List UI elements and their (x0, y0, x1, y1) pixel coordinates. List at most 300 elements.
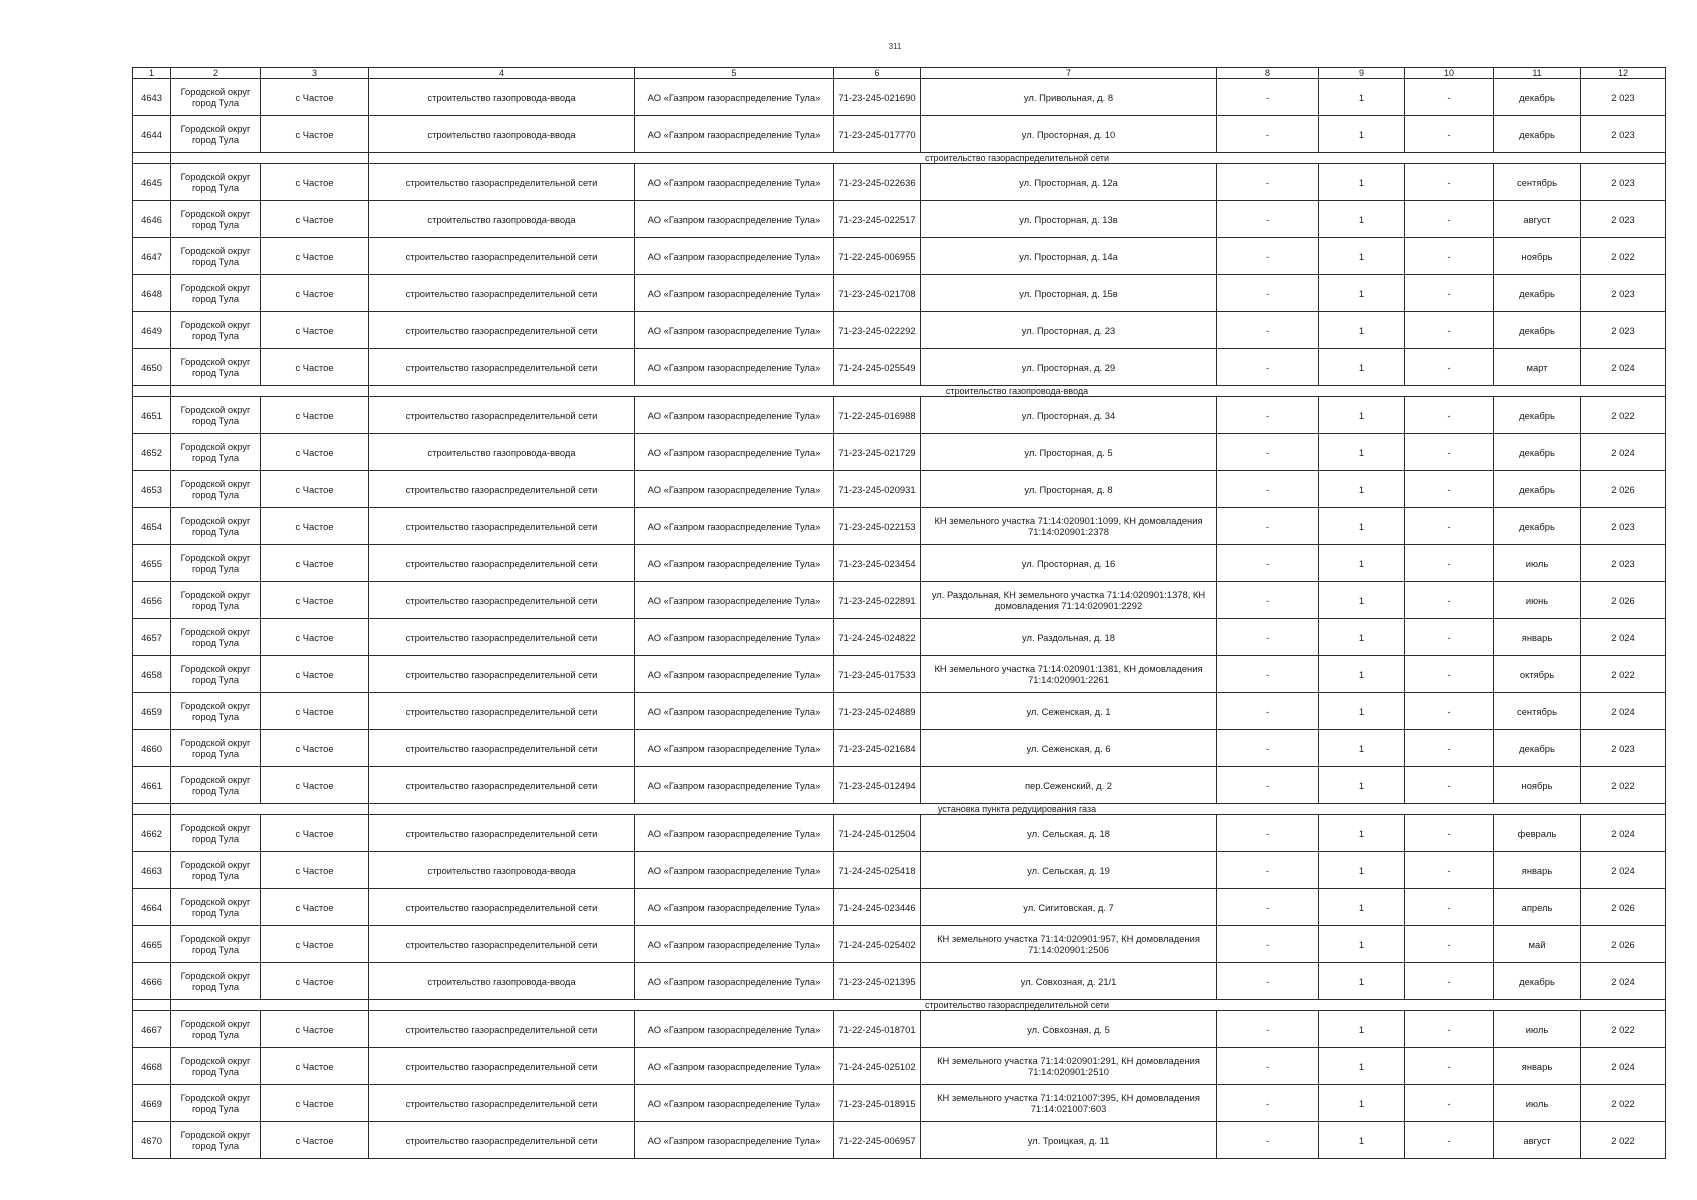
table-row (133, 1011, 1666, 1048)
column-8-cell: - (1217, 79, 1319, 116)
application-code-cell: 71-23-245-022636 (834, 164, 921, 201)
column-9-cell: 1 (1319, 767, 1405, 804)
month-cell: январь (1494, 852, 1581, 889)
year-cell: 2 023 (1581, 508, 1666, 545)
address-cell: ул. Просторная, д. 10 (921, 116, 1217, 153)
settlement-cell: с Частое (261, 926, 369, 963)
district-cell: Городской округ город Тула (171, 889, 261, 926)
work-type-cell: строительство газораспределительной сети (369, 349, 635, 386)
column-8-cell: - (1217, 656, 1319, 693)
section-row (133, 804, 1666, 815)
table-row (133, 852, 1666, 889)
row-number: 4645 (133, 164, 171, 201)
row-number: 4655 (133, 545, 171, 582)
work-type-cell: строительство газораспределительной сети (369, 1122, 635, 1159)
column-8-cell: - (1217, 545, 1319, 582)
column-header-12: 12 (1581, 68, 1666, 79)
column-10-cell: - (1405, 1048, 1494, 1085)
application-code-cell: 71-23-245-021729 (834, 434, 921, 471)
address-cell: КН земельного участка 71:14:020901:957, КН домовладения 71:14:020901:2506 (921, 926, 1217, 963)
row-number: 4659 (133, 693, 171, 730)
column-8-cell: - (1217, 397, 1319, 434)
table-row (133, 545, 1666, 582)
settlement-cell: с Частое (261, 349, 369, 386)
settlement-cell: с Частое (261, 852, 369, 889)
organization-cell: АО «Газпром газораспределение Тула» (635, 434, 834, 471)
column-10-cell: - (1405, 238, 1494, 275)
district-cell: Городской округ город Тула (171, 275, 261, 312)
year-cell: 2 026 (1581, 926, 1666, 963)
organization-cell: АО «Газпром газораспределение Тула» (635, 852, 834, 889)
organization-cell: АО «Газпром газораспределение Тула» (635, 926, 834, 963)
table-row (133, 79, 1666, 116)
application-code-cell: 71-23-245-022153 (834, 508, 921, 545)
application-code-cell: 71-23-245-021684 (834, 730, 921, 767)
table-row (133, 582, 1666, 619)
work-type-cell: строительство газораспределительной сети (369, 815, 635, 852)
column-9-cell: 1 (1319, 471, 1405, 508)
row-number: 4665 (133, 926, 171, 963)
column-10-cell: - (1405, 656, 1494, 693)
address-cell: ул. Просторная, д. 13в (921, 201, 1217, 238)
year-cell: 2 024 (1581, 963, 1666, 1000)
organization-cell: АО «Газпром газораспределение Тула» (635, 508, 834, 545)
year-cell: 2 024 (1581, 434, 1666, 471)
table-row (133, 1122, 1666, 1159)
column-10-cell: - (1405, 963, 1494, 1000)
column-8-cell: - (1217, 508, 1319, 545)
district-cell: Городской округ город Тула (171, 582, 261, 619)
month-cell: июль (1494, 1011, 1581, 1048)
month-cell: декабрь (1494, 730, 1581, 767)
column-header-7: 7 (921, 68, 1217, 79)
application-code-cell: 71-23-245-020931 (834, 471, 921, 508)
month-cell: декабрь (1494, 116, 1581, 153)
month-cell: январь (1494, 619, 1581, 656)
month-cell: декабрь (1494, 275, 1581, 312)
table-row (133, 201, 1666, 238)
row-number: 4658 (133, 656, 171, 693)
table-row (133, 656, 1666, 693)
district-cell: Городской округ город Тула (171, 1085, 261, 1122)
work-type-cell: строительство газораспределительной сети (369, 238, 635, 275)
year-cell: 2 023 (1581, 164, 1666, 201)
district-cell: Городской округ город Тула (171, 963, 261, 1000)
district-cell: Городской округ город Тула (171, 1048, 261, 1085)
column-8-cell: - (1217, 349, 1319, 386)
year-cell: 2 023 (1581, 201, 1666, 238)
district-cell: Городской округ город Тула (171, 164, 261, 201)
column-9-cell: 1 (1319, 238, 1405, 275)
column-8-cell: - (1217, 1085, 1319, 1122)
settlement-cell: с Частое (261, 1048, 369, 1085)
organization-cell: АО «Газпром газораспределение Тула» (635, 1085, 834, 1122)
organization-cell: АО «Газпром газораспределение Тула» (635, 471, 834, 508)
table-row (133, 730, 1666, 767)
work-type-cell: строительство газораспределительной сети (369, 767, 635, 804)
settlement-cell: с Частое (261, 116, 369, 153)
year-cell: 2 022 (1581, 767, 1666, 804)
work-type-cell: строительство газораспределительной сети (369, 275, 635, 312)
row-number: 4643 (133, 79, 171, 116)
work-type-cell: строительство газораспределительной сети (369, 619, 635, 656)
column-9-cell: 1 (1319, 434, 1405, 471)
organization-cell: АО «Газпром газораспределение Тула» (635, 79, 834, 116)
row-number: 4653 (133, 471, 171, 508)
column-10-cell: - (1405, 619, 1494, 656)
column-9-cell: 1 (1319, 619, 1405, 656)
month-cell: июль (1494, 545, 1581, 582)
column-8-cell: - (1217, 963, 1319, 1000)
work-type-cell: строительство газораспределительной сети (369, 1011, 635, 1048)
application-code-cell: 71-24-245-025418 (834, 852, 921, 889)
table-row (133, 397, 1666, 434)
work-type-cell: строительство газораспределительной сети (369, 1048, 635, 1085)
table-row (133, 434, 1666, 471)
settlement-cell: с Частое (261, 582, 369, 619)
address-cell: ул. Сеженская, д. 6 (921, 730, 1217, 767)
table-row (133, 508, 1666, 545)
address-cell: КН земельного участка 71:14:021007:395, КН домовладения 71:14:021007:603 (921, 1085, 1217, 1122)
application-code-cell: 71-22-245-006957 (834, 1122, 921, 1159)
district-cell: Городской округ город Тула (171, 545, 261, 582)
row-number: 4657 (133, 619, 171, 656)
work-type-cell: строительство газораспределительной сети (369, 508, 635, 545)
month-cell: декабрь (1494, 508, 1581, 545)
work-type-cell: строительство газопровода-ввода (369, 201, 635, 238)
district-cell: Городской округ город Тула (171, 926, 261, 963)
district-cell: Городской округ город Тула (171, 1122, 261, 1159)
year-cell: 2 024 (1581, 815, 1666, 852)
district-cell: Городской округ город Тула (171, 471, 261, 508)
year-cell: 2 022 (1581, 397, 1666, 434)
application-code-cell: 71-23-245-021395 (834, 963, 921, 1000)
column-10-cell: - (1405, 79, 1494, 116)
district-cell: Городской округ город Тула (171, 693, 261, 730)
column-9-cell: 1 (1319, 397, 1405, 434)
row-number: 4651 (133, 397, 171, 434)
column-8-cell: - (1217, 471, 1319, 508)
table-row (133, 619, 1666, 656)
organization-cell: АО «Газпром газораспределение Тула» (635, 312, 834, 349)
year-cell: 2 024 (1581, 349, 1666, 386)
work-type-cell: строительство газораспределительной сети (369, 312, 635, 349)
row-number: 4668 (133, 1048, 171, 1085)
column-9-cell: 1 (1319, 926, 1405, 963)
work-type-cell: строительство газопровода-ввода (369, 434, 635, 471)
column-10-cell: - (1405, 349, 1494, 386)
year-cell: 2 023 (1581, 545, 1666, 582)
district-cell: Городской округ город Тула (171, 397, 261, 434)
column-9-cell: 1 (1319, 730, 1405, 767)
settlement-cell: с Частое (261, 201, 369, 238)
year-cell: 2 023 (1581, 116, 1666, 153)
column-10-cell: - (1405, 852, 1494, 889)
address-cell: ул. Привольная, д. 8 (921, 79, 1217, 116)
row-number: 4662 (133, 815, 171, 852)
address-cell: КН земельного участка 71:14:020901:1381, КН домовладения 71:14:020901:2261 (921, 656, 1217, 693)
section-label: строительство газораспределительной сети (369, 153, 1666, 164)
settlement-cell: с Частое (261, 963, 369, 1000)
settlement-cell: с Частое (261, 312, 369, 349)
organization-cell: АО «Газпром газораспределение Тула» (635, 1122, 834, 1159)
address-cell: ул. Сеженская, д. 1 (921, 693, 1217, 730)
column-8-cell: - (1217, 238, 1319, 275)
month-cell: декабрь (1494, 963, 1581, 1000)
page-number: 311 (888, 42, 902, 51)
application-code-cell: 71-23-245-022292 (834, 312, 921, 349)
column-8-cell: - (1217, 1122, 1319, 1159)
address-cell: ул. Просторная, д. 23 (921, 312, 1217, 349)
work-type-cell: строительство газораспределительной сети (369, 656, 635, 693)
address-cell: КН земельного участка 71:14:020901:1099, КН домовладения 71:14:020901:2378 (921, 508, 1217, 545)
section-row (133, 153, 1666, 164)
application-code-cell: 71-23-245-012494 (834, 767, 921, 804)
row-number: 4654 (133, 508, 171, 545)
column-header-2: 2 (171, 68, 261, 79)
column-10-cell: - (1405, 693, 1494, 730)
column-8-cell: - (1217, 201, 1319, 238)
row-number: 4656 (133, 582, 171, 619)
address-cell: пер.Сеженский, д. 2 (921, 767, 1217, 804)
work-type-cell: строительство газораспределительной сети (369, 889, 635, 926)
address-cell: ул. Просторная, д. 5 (921, 434, 1217, 471)
column-9-cell: 1 (1319, 815, 1405, 852)
district-cell: Городской округ город Тула (171, 201, 261, 238)
application-code-cell: 71-23-245-017533 (834, 656, 921, 693)
year-cell: 2 026 (1581, 471, 1666, 508)
settlement-cell: с Частое (261, 471, 369, 508)
section-row (133, 386, 1666, 397)
organization-cell: АО «Газпром газораспределение Тула» (635, 238, 834, 275)
address-cell: ул. Сельская, д. 18 (921, 815, 1217, 852)
registry-table (132, 67, 1666, 1159)
column-9-cell: 1 (1319, 1011, 1405, 1048)
column-9-cell: 1 (1319, 656, 1405, 693)
section-empty-cell (133, 1000, 171, 1011)
district-cell: Городской округ город Тула (171, 656, 261, 693)
month-cell: март (1494, 349, 1581, 386)
month-cell: февраль (1494, 815, 1581, 852)
organization-cell: АО «Газпром газораспределение Тула» (635, 116, 834, 153)
address-cell: ул. Совхозная, д. 21/1 (921, 963, 1217, 1000)
month-cell: январь (1494, 1048, 1581, 1085)
column-header-8: 8 (1217, 68, 1319, 79)
column-9-cell: 1 (1319, 79, 1405, 116)
row-number: 4660 (133, 730, 171, 767)
settlement-cell: с Частое (261, 1011, 369, 1048)
application-code-cell: 71-23-245-023454 (834, 545, 921, 582)
work-type-cell: строительство газопровода-ввода (369, 116, 635, 153)
settlement-cell: с Частое (261, 656, 369, 693)
month-cell: август (1494, 201, 1581, 238)
year-cell: 2 022 (1581, 1122, 1666, 1159)
year-cell: 2 023 (1581, 730, 1666, 767)
table-row (133, 275, 1666, 312)
settlement-cell: с Частое (261, 508, 369, 545)
district-cell: Городской округ город Тула (171, 852, 261, 889)
column-10-cell: - (1405, 397, 1494, 434)
registry-body (133, 68, 1666, 1159)
column-8-cell: - (1217, 852, 1319, 889)
section-label: установка пункта редуцирования газа (369, 804, 1666, 815)
column-10-cell: - (1405, 471, 1494, 508)
column-header-9: 9 (1319, 68, 1405, 79)
work-type-cell: строительство газораспределительной сети (369, 471, 635, 508)
district-cell: Городской округ город Тула (171, 312, 261, 349)
column-9-cell: 1 (1319, 582, 1405, 619)
month-cell: август (1494, 1122, 1581, 1159)
section-label: строительство газораспределительной сети (369, 1000, 1666, 1011)
column-9-cell: 1 (1319, 275, 1405, 312)
column-header-6: 6 (834, 68, 921, 79)
column-header-4: 4 (369, 68, 635, 79)
settlement-cell: с Частое (261, 164, 369, 201)
year-cell: 2 023 (1581, 312, 1666, 349)
organization-cell: АО «Газпром газораспределение Тула» (635, 545, 834, 582)
section-empty-cell (171, 386, 369, 397)
section-row (133, 1000, 1666, 1011)
organization-cell: АО «Газпром газораспределение Тула» (635, 164, 834, 201)
organization-cell: АО «Газпром газораспределение Тула» (635, 693, 834, 730)
district-cell: Городской округ город Тула (171, 349, 261, 386)
year-cell: 2 022 (1581, 1011, 1666, 1048)
application-code-cell: 71-23-245-018915 (834, 1085, 921, 1122)
column-10-cell: - (1405, 116, 1494, 153)
work-type-cell: строительство газопровода-ввода (369, 963, 635, 1000)
application-code-cell: 71-24-245-012504 (834, 815, 921, 852)
year-cell: 2 022 (1581, 656, 1666, 693)
work-type-cell: строительство газораспределительной сети (369, 926, 635, 963)
column-8-cell: - (1217, 275, 1319, 312)
district-cell: Городской округ город Тула (171, 508, 261, 545)
address-cell: ул. Раздольная, д. 18 (921, 619, 1217, 656)
column-9-cell: 1 (1319, 349, 1405, 386)
row-number: 4661 (133, 767, 171, 804)
settlement-cell: с Частое (261, 815, 369, 852)
row-number: 4666 (133, 963, 171, 1000)
application-code-cell: 71-24-245-025549 (834, 349, 921, 386)
year-cell: 2 026 (1581, 889, 1666, 926)
row-number: 4650 (133, 349, 171, 386)
work-type-cell: строительство газораспределительной сети (369, 1085, 635, 1122)
section-empty-cell (171, 804, 369, 815)
column-8-cell: - (1217, 693, 1319, 730)
application-code-cell: 71-23-245-021708 (834, 275, 921, 312)
organization-cell: АО «Газпром газораспределение Тула» (635, 349, 834, 386)
column-header-3: 3 (261, 68, 369, 79)
district-cell: Городской округ город Тула (171, 434, 261, 471)
month-cell: сентябрь (1494, 693, 1581, 730)
row-number: 4670 (133, 1122, 171, 1159)
application-code-cell: 71-22-245-016988 (834, 397, 921, 434)
year-cell: 2 024 (1581, 693, 1666, 730)
column-10-cell: - (1405, 1122, 1494, 1159)
column-9-cell: 1 (1319, 1122, 1405, 1159)
organization-cell: АО «Газпром газораспределение Тула» (635, 619, 834, 656)
column-8-cell: - (1217, 815, 1319, 852)
section-empty-cell (171, 1000, 369, 1011)
table-row (133, 767, 1666, 804)
column-8-cell: - (1217, 926, 1319, 963)
section-empty-cell (133, 386, 171, 397)
column-8-cell: - (1217, 1011, 1319, 1048)
month-cell: апрель (1494, 889, 1581, 926)
address-cell: ул. Просторная, д. 16 (921, 545, 1217, 582)
year-cell: 2 024 (1581, 852, 1666, 889)
district-cell: Городской округ город Тула (171, 238, 261, 275)
month-cell: октябрь (1494, 656, 1581, 693)
row-number: 4649 (133, 312, 171, 349)
organization-cell: АО «Газпром газораспределение Тула» (635, 656, 834, 693)
row-number: 4663 (133, 852, 171, 889)
row-number: 4648 (133, 275, 171, 312)
table-row (133, 963, 1666, 1000)
section-label: строительство газопровода-ввода (369, 386, 1666, 397)
organization-cell: АО «Газпром газораспределение Тула» (635, 1011, 834, 1048)
column-9-cell: 1 (1319, 693, 1405, 730)
column-10-cell: - (1405, 275, 1494, 312)
column-10-cell: - (1405, 582, 1494, 619)
work-type-cell: строительство газораспределительной сети (369, 582, 635, 619)
column-10-cell: - (1405, 889, 1494, 926)
address-cell: ул. Просторная, д. 15в (921, 275, 1217, 312)
organization-cell: АО «Газпром газораспределение Тула» (635, 582, 834, 619)
section-empty-cell (133, 153, 171, 164)
application-code-cell: 71-24-245-023446 (834, 889, 921, 926)
column-8-cell: - (1217, 1048, 1319, 1085)
application-code-cell: 71-23-245-017770 (834, 116, 921, 153)
column-header-1: 1 (133, 68, 171, 79)
work-type-cell: строительство газораспределительной сети (369, 545, 635, 582)
district-cell: Городской округ город Тула (171, 79, 261, 116)
organization-cell: АО «Газпром газораспределение Тула» (635, 730, 834, 767)
month-cell: ноябрь (1494, 767, 1581, 804)
district-cell: Городской округ город Тула (171, 815, 261, 852)
column-10-cell: - (1405, 201, 1494, 238)
row-number: 4647 (133, 238, 171, 275)
application-code-cell: 71-22-245-018701 (834, 1011, 921, 1048)
column-8-cell: - (1217, 619, 1319, 656)
organization-cell: АО «Газпром газораспределение Тула» (635, 1048, 834, 1085)
address-cell: ул. Совхозная, д. 5 (921, 1011, 1217, 1048)
month-cell: декабрь (1494, 434, 1581, 471)
address-cell: ул. Просторная, д. 8 (921, 471, 1217, 508)
organization-cell: АО «Газпром газораспределение Тула» (635, 767, 834, 804)
application-code-cell: 71-23-245-024889 (834, 693, 921, 730)
column-10-cell: - (1405, 1085, 1494, 1122)
address-cell: ул. Сельская, д. 19 (921, 852, 1217, 889)
column-header-10: 10 (1405, 68, 1494, 79)
district-cell: Городской округ город Тула (171, 1011, 261, 1048)
organization-cell: АО «Газпром газораспределение Тула» (635, 889, 834, 926)
table-row (133, 1048, 1666, 1085)
column-10-cell: - (1405, 164, 1494, 201)
address-cell: ул. Раздольная, КН земельного участка 71:14:020901:1378, КН домовладения 71:14:020901:2292 (921, 582, 1217, 619)
month-cell: июнь (1494, 582, 1581, 619)
address-cell: ул. Просторная, д. 29 (921, 349, 1217, 386)
table-row (133, 926, 1666, 963)
column-9-cell: 1 (1319, 1048, 1405, 1085)
section-empty-cell (171, 153, 369, 164)
year-cell: 2 022 (1581, 238, 1666, 275)
table-row (133, 471, 1666, 508)
row-number: 4667 (133, 1011, 171, 1048)
application-code-cell: 71-24-245-025102 (834, 1048, 921, 1085)
organization-cell: АО «Газпром газораспределение Тула» (635, 397, 834, 434)
column-10-cell: - (1405, 312, 1494, 349)
settlement-cell: с Частое (261, 767, 369, 804)
